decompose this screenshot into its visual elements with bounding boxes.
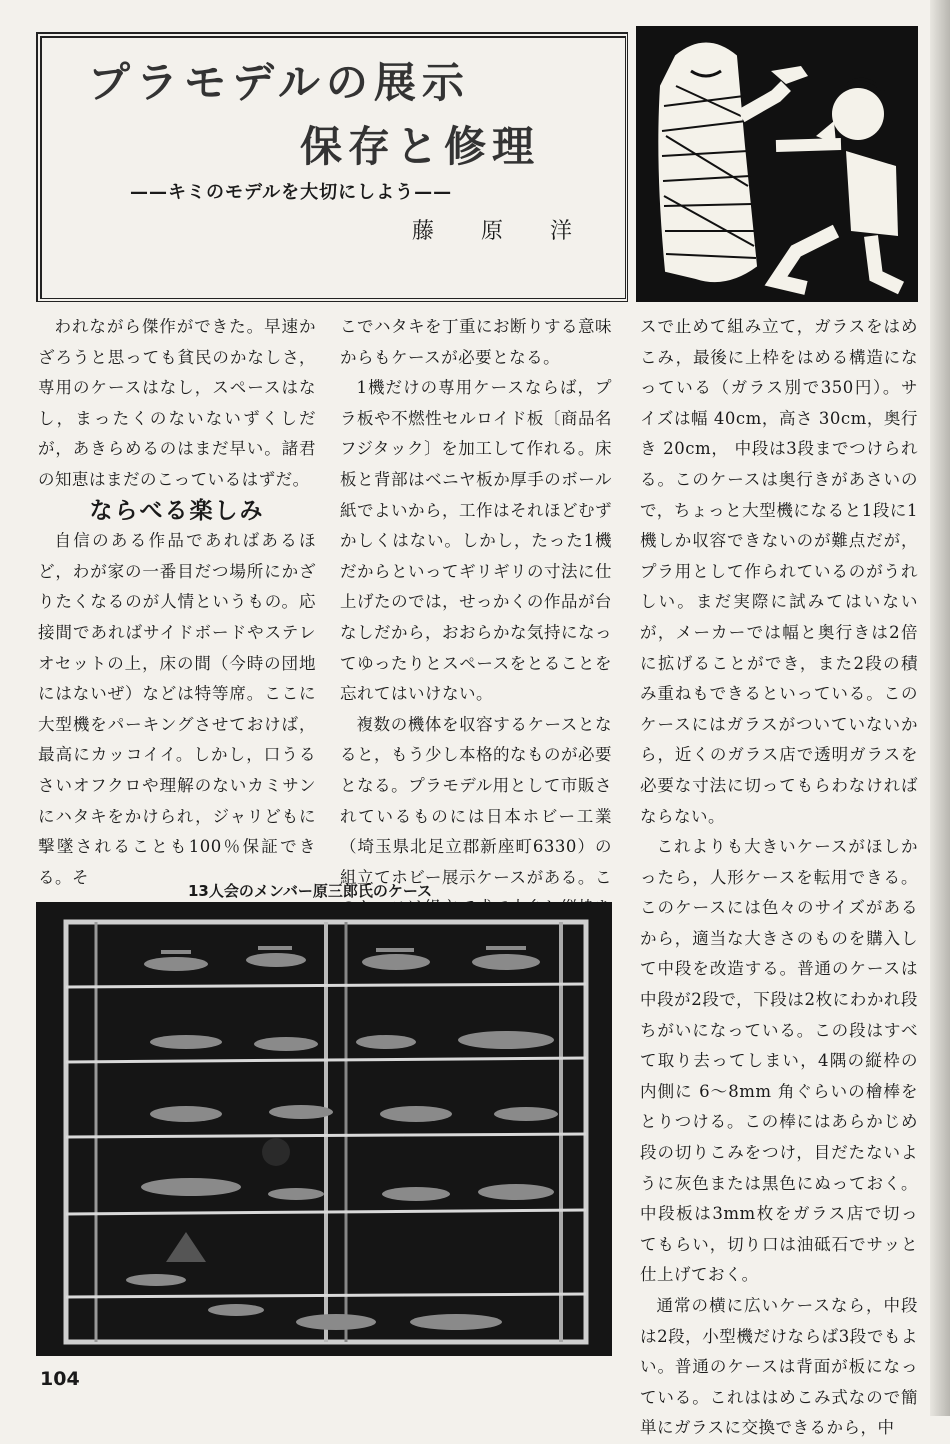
column-3 xyxy=(640,312,918,1444)
display-case-drawing xyxy=(36,902,612,1356)
article-title-line2: 保存と修理 xyxy=(300,122,541,171)
article-title-line1: プラモデルの展示 xyxy=(88,58,470,107)
page-number: 104 xyxy=(40,1368,80,1390)
display-case-photo xyxy=(36,902,612,1356)
col2-paragraph-3: 複数の機体を収容するケースとなると，もう少し本格的なものが必要となる。プラモデル用として市販されているものには日本ホビー工業（埼玉県北足立郡新座町6330）の組立てホビー展示ケースがある。こ xyxy=(340,714,612,887)
article-subtitle: ——キミのモデルを大切にしよう—— xyxy=(130,182,453,203)
col2-paragraph-1: こでハタキを丁重にお断りする意味からもケースが必要となる。 xyxy=(340,317,612,367)
col3-paragraph-3: 通常の横に広いケースなら，中段は2段，小型機だけならば3段でもよい。普通のケースは背面が板になっている。これははめこみ式なので簡単にガラスに交換できるから，中 xyxy=(640,1296,918,1438)
col3-paragraph-2: これよりも大きいケースがほしかったら，人形ケースを転用できる。このケースには色々のサイズがあるから，適当な大きさのものを購入して中段を改造する。普通のケースは中段が2段で，下段は2枚にわかれ段ちがいになっている。この段はすべて取り去ってしまい，4隅の縦枠の内側に 6～8mm 角ぐらいの檜棒をとりつける。この棒にはあらかじめ段の切りこみをつけ，目だたないように灰色または黒色にぬっておく。中段板は3mm枚をガラス店で切ってもらい，切り口は油砥石でサッと仕上げておく。 xyxy=(640,837,918,1285)
article-author: 藤 原 洋 xyxy=(412,219,592,244)
col1-paragraph-2: 自信のある作品であればあるほど，わが家の一番目だつ場所にかざりたくなるのが人情というもの。応接間であればサイドボードやステレオセットの上，床の間（今時の団地にはないぜ）などは特等席。ここに大型機をパーキングさせておけば，最高にカッコイイ。しかし，口うるさいオフクロや理解のないカミサンにハタキをかけられ，ジャリどもに撃墜されることも100％保証できる。そ xyxy=(38,531,316,887)
photo-caption: 13人会のメンバー原三郎氏のケース xyxy=(188,882,433,900)
page-edge-shadow xyxy=(930,0,950,1416)
column-2 xyxy=(340,312,612,954)
col2-paragraph-2: 1機だけの専用ケースならば，プラ板や不燃性セルロイド板〔商品名フジタック〕を加工して作れる。床板と背部はベニヤ板か厚手のボール紙でよいから，工作はそれほどむずかしくはない。しかし，たった1機だからといってギリギリの寸法に仕上げたのでは，せっかくの作品が台なしだから，おおらかな気持になってゆったりとスペースをとることを忘れてはいけない。 xyxy=(340,378,612,704)
col1-paragraph-1: われながら傑作ができた。早速かざろうと思っても貧民のかなしさ，専用のケースはなし，スペースはなし，まったくのないないずくしだが，あきらめるのはまだ早い。諸君の知恵はまだのこっているはずだ。 xyxy=(38,317,316,489)
mummy-cartoon-drawing xyxy=(636,26,918,302)
col3-paragraph-1: スで止めて組み立て，ガラスをはめこみ，最後に上枠をはめる構造になっている（ガラス別で350円）。サイズは幅 40cm，高さ 30cm，奥行き 20cm， 中段は3段までつけられる。このケースは奥行きがあさいので，ちょっと大型機になると1段に1機しか収容できないのが難点だが，プラ用として作られているのがうれしい。まだ実際に試みてはいないが，メーカーでは幅と奥行きは2倍に拡げることができ，また2段の積み重ねもできるといっている。このケースにはガラスがついていないから，近くのガラス店で透明ガラスを必要な寸法に切ってもらわなければならない。 xyxy=(640,317,918,826)
section-heading: ならべる楽しみ xyxy=(89,497,265,524)
column-1 xyxy=(38,312,316,893)
cartoon-illustration xyxy=(636,26,918,302)
illustrator-signature: w. xyxy=(884,276,899,292)
